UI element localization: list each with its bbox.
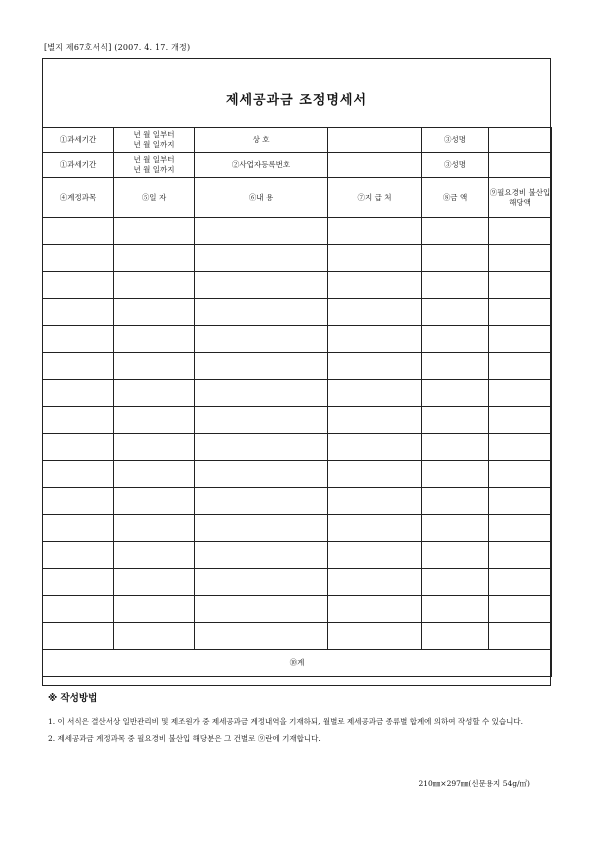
paper-size-note: 210㎜×297㎜(신문용지 54g/㎡): [418, 779, 530, 788]
payee-cell[interactable]: [328, 515, 422, 542]
description-cell[interactable]: [195, 407, 328, 434]
title-area: [43, 59, 550, 127]
account-cell[interactable]: [43, 353, 114, 380]
table-row: [43, 218, 552, 245]
date-cell[interactable]: [114, 515, 195, 542]
table-row: [43, 407, 552, 434]
statement-table: [42, 127, 552, 677]
payee-cell[interactable]: [328, 623, 422, 650]
table-row: [43, 353, 552, 380]
instruction-item: 1. 이 서식은 결산서상 일반관리비 및 제조원가 중 제세공과금 계정내역을 기재하되, 월별로 제세공과금 종류별 합계에 의하여 작성할 수 있습니다.: [48, 717, 524, 726]
payee-cell[interactable]: [328, 299, 422, 326]
account-cell[interactable]: [43, 245, 114, 272]
instruction-item: 2. 제세공과금 계정과목 중 필요경비 불산입 해당분은 그 건별로 ⑨란에 기재합니다.: [48, 734, 321, 743]
table-row: [43, 623, 552, 650]
instructions-title: ※ 작성방법: [48, 693, 98, 704]
business-number-label: ②사업자등록번호: [195, 153, 328, 178]
description-cell[interactable]: [195, 299, 328, 326]
period-label: ①과세기간: [43, 153, 114, 178]
table-row: [43, 515, 552, 542]
amount-cell[interactable]: [422, 515, 489, 542]
period-field[interactable]: [114, 128, 195, 153]
col-nondeductible: ⑨필요경비 불산입 해당액: [489, 178, 552, 218]
account-cell[interactable]: [43, 407, 114, 434]
description-cell[interactable]: [195, 488, 328, 515]
description-cell[interactable]: [195, 326, 328, 353]
account-cell[interactable]: [43, 218, 114, 245]
nondeductible-cell[interactable]: [489, 623, 552, 650]
account-cell[interactable]: [43, 542, 114, 569]
business-number-field[interactable]: [328, 153, 422, 178]
date-cell[interactable]: [114, 461, 195, 488]
account-cell[interactable]: [43, 380, 114, 407]
table-row: [43, 434, 552, 461]
description-cell[interactable]: [195, 380, 328, 407]
writing-instructions: [48, 690, 553, 747]
nondeductible-cell[interactable]: [489, 353, 552, 380]
payee-cell[interactable]: [328, 326, 422, 353]
nondeductible-cell[interactable]: [489, 326, 552, 353]
amount-cell[interactable]: [422, 353, 489, 380]
header-row-1: [43, 128, 552, 153]
table-row: [43, 380, 552, 407]
payee-cell[interactable]: [328, 542, 422, 569]
table-row: [43, 461, 552, 488]
payee-cell[interactable]: [328, 272, 422, 299]
account-cell[interactable]: [43, 488, 114, 515]
form-sheet: [42, 58, 551, 686]
description-cell[interactable]: [195, 569, 328, 596]
description-cell[interactable]: [195, 272, 328, 299]
amount-cell[interactable]: [422, 272, 489, 299]
nondeductible-cell[interactable]: [489, 380, 552, 407]
date-cell[interactable]: [114, 488, 195, 515]
name-label: ③성명: [422, 153, 489, 178]
date-cell[interactable]: [114, 596, 195, 623]
column-header-row: [43, 178, 552, 218]
col-amount: ⑧금 액: [422, 178, 489, 218]
name-label: ③성명: [422, 128, 489, 153]
payee-cell[interactable]: [328, 218, 422, 245]
description-cell[interactable]: [195, 245, 328, 272]
amount-cell[interactable]: [422, 245, 489, 272]
amount-cell[interactable]: [422, 461, 489, 488]
table-row: [43, 569, 552, 596]
nondeductible-cell[interactable]: [489, 434, 552, 461]
period-to: 년 월 일까지: [133, 140, 175, 149]
date-cell[interactable]: [114, 623, 195, 650]
date-cell[interactable]: [114, 326, 195, 353]
amount-cell[interactable]: [422, 299, 489, 326]
description-cell[interactable]: [195, 542, 328, 569]
amount-cell[interactable]: [422, 407, 489, 434]
amount-cell[interactable]: [422, 326, 489, 353]
description-cell[interactable]: [195, 218, 328, 245]
account-cell[interactable]: [43, 569, 114, 596]
header-row-2: [43, 153, 552, 178]
account-cell[interactable]: [43, 461, 114, 488]
col-account: ④계정과목: [43, 178, 114, 218]
date-cell[interactable]: [114, 245, 195, 272]
payee-cell[interactable]: [328, 353, 422, 380]
page-title: 제세공과금 조정명세서: [225, 93, 368, 108]
nondeductible-cell[interactable]: [489, 488, 552, 515]
name-field[interactable]: [489, 128, 552, 153]
total-row: [43, 650, 552, 677]
table-row: [43, 326, 552, 353]
data-rows: [43, 218, 552, 650]
period-from: 년 월 일부터: [133, 155, 175, 164]
amount-cell[interactable]: [422, 380, 489, 407]
account-cell[interactable]: [43, 623, 114, 650]
table-row: [43, 596, 552, 623]
description-cell[interactable]: [195, 353, 328, 380]
account-cell[interactable]: [43, 596, 114, 623]
nondeductible-cell[interactable]: [489, 569, 552, 596]
table-row: [43, 488, 552, 515]
date-cell[interactable]: [114, 569, 195, 596]
description-cell[interactable]: [195, 596, 328, 623]
payee-cell[interactable]: [328, 461, 422, 488]
date-cell[interactable]: [114, 353, 195, 380]
payee-cell[interactable]: [328, 245, 422, 272]
date-cell[interactable]: [114, 434, 195, 461]
account-cell[interactable]: [43, 272, 114, 299]
date-cell[interactable]: [114, 380, 195, 407]
nondeductible-cell[interactable]: [489, 515, 552, 542]
col-date: ⑤일 자: [114, 178, 195, 218]
description-cell[interactable]: [195, 461, 328, 488]
account-cell[interactable]: [43, 434, 114, 461]
nondeductible-cell[interactable]: [489, 461, 552, 488]
nondeductible-cell[interactable]: [489, 407, 552, 434]
trade-name-field[interactable]: [328, 128, 422, 153]
payee-cell[interactable]: [328, 488, 422, 515]
description-cell[interactable]: [195, 434, 328, 461]
date-cell[interactable]: [114, 542, 195, 569]
period-from: 년 월 일부터: [133, 130, 175, 139]
nondeductible-cell[interactable]: [489, 272, 552, 299]
description-cell[interactable]: [195, 623, 328, 650]
payee-cell[interactable]: [328, 434, 422, 461]
total-label: ⑩계: [43, 650, 552, 677]
nondeductible-cell[interactable]: [489, 542, 552, 569]
col-payee: ⑦지 급 처: [328, 178, 422, 218]
table-row: [43, 272, 552, 299]
date-cell[interactable]: [114, 299, 195, 326]
table-row: [43, 299, 552, 326]
payee-cell[interactable]: [328, 380, 422, 407]
amount-cell[interactable]: [422, 542, 489, 569]
period-to: 년 월 일까지: [133, 165, 175, 174]
payee-cell[interactable]: [328, 596, 422, 623]
trade-name-label: 상 호: [195, 128, 328, 153]
amount-cell[interactable]: [422, 218, 489, 245]
nondeductible-cell[interactable]: [489, 245, 552, 272]
form-reference: [별지 제67호서식] (2007. 4. 17. 개정): [44, 43, 191, 52]
payee-cell[interactable]: [328, 407, 422, 434]
date-cell[interactable]: [114, 218, 195, 245]
nondeductible-cell[interactable]: [489, 218, 552, 245]
table-row: [43, 542, 552, 569]
name-field[interactable]: [489, 153, 552, 178]
date-cell[interactable]: [114, 407, 195, 434]
period-field[interactable]: [114, 153, 195, 178]
amount-cell[interactable]: [422, 623, 489, 650]
col-description: ⑥내 용: [195, 178, 328, 218]
nondeductible-cell[interactable]: [489, 299, 552, 326]
period-label: ①과세기간: [43, 128, 114, 153]
account-cell[interactable]: [43, 299, 114, 326]
nondeductible-cell[interactable]: [489, 596, 552, 623]
amount-cell[interactable]: [422, 434, 489, 461]
payee-cell[interactable]: [328, 569, 422, 596]
date-cell[interactable]: [114, 272, 195, 299]
account-cell[interactable]: [43, 515, 114, 542]
table-row: [43, 245, 552, 272]
amount-cell[interactable]: [422, 569, 489, 596]
description-cell[interactable]: [195, 515, 328, 542]
amount-cell[interactable]: [422, 596, 489, 623]
account-cell[interactable]: [43, 326, 114, 353]
amount-cell[interactable]: [422, 488, 489, 515]
